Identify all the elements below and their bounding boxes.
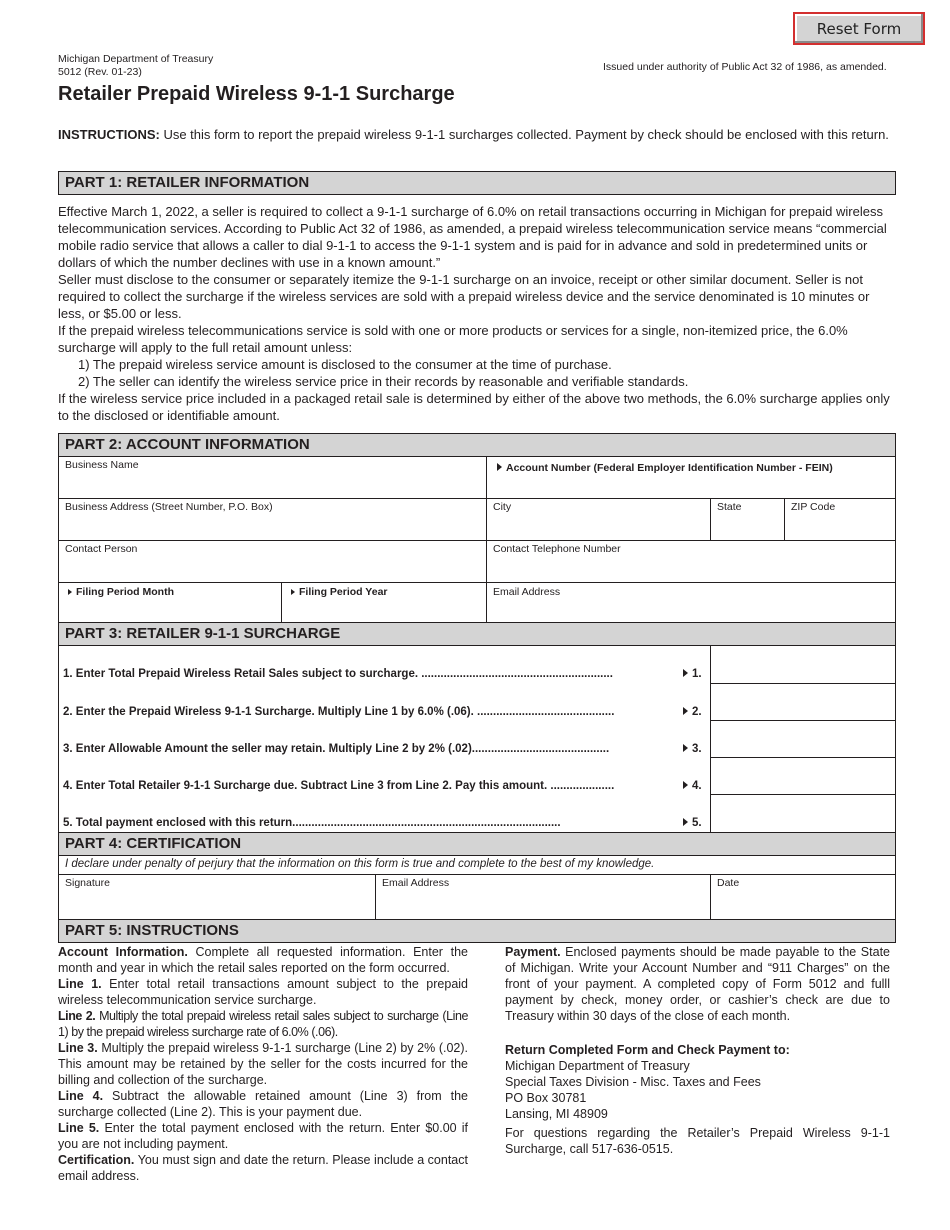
account-number-field[interactable] — [486, 456, 896, 499]
instr-payment: Payment. Enclosed payments should be made payable to the State of Michigan. Write your Account Number and “911 Charges” on the front of your payment. A completed copy of Form 5012 and fulll payment by check, money order, or cashier’s check are due to Treasury within 30 days of the close of each month. — [505, 945, 890, 1023]
line-5-text: 5. Total payment enclosed with this return.................................................................................... — [63, 817, 561, 829]
filing-year-label: Filing Period Year — [299, 586, 388, 598]
arrow-icon — [683, 818, 688, 826]
line-3-amount[interactable] — [710, 720, 896, 758]
instructions-text: Use this form to report the prepaid wireless 9-1-1 surcharges collected. Payment by check should be enclosed with this return. — [159, 127, 889, 142]
signature-field[interactable] — [58, 874, 376, 920]
line-4-number: 4. — [692, 780, 702, 792]
instr-certification: Certification. You must sign and date the return. Please include a contact email address. — [58, 1153, 468, 1183]
zip-field[interactable] — [784, 498, 896, 541]
filing-month-field[interactable] — [58, 582, 282, 623]
arrow-icon — [683, 707, 688, 715]
instr-line-4: Line 4. Subtract the allowable retained amount (Line 3) from the surcharge collected (Line 2). This is your payment due. — [58, 1089, 468, 1119]
line-1-amount[interactable] — [710, 645, 896, 684]
arrow-icon — [683, 669, 688, 677]
instr-line-3: Line 3. Multiply the prepaid wireless 9-1-1 surcharge (Line 2) by 2% (.02). This amount may be retained by the seller for the costs incurred for the billing and collection of the surcharge. — [58, 1041, 468, 1087]
questions-note: For questions regarding the Retailer’s Prepaid Wireless 9-1-1 Surcharge, call 517-636-0515. — [505, 1126, 890, 1156]
address-line-2: Special Taxes Division - Misc. Taxes and Fees — [505, 1075, 761, 1089]
state-label: State — [717, 501, 742, 513]
authority-note: Issued under authority of Public Act 32 of 1986, as amended. — [603, 61, 887, 73]
certification-email-label: Email Address — [382, 877, 450, 889]
line-3-number: 3. — [692, 743, 702, 755]
email-address-field[interactable] — [486, 582, 896, 623]
city-label: City — [493, 501, 512, 513]
arrow-icon — [683, 781, 688, 789]
date-field[interactable] — [710, 874, 896, 920]
line-2-amount[interactable] — [710, 683, 896, 721]
part4-heading: PART 4: CERTIFICATION — [58, 832, 896, 856]
address-line-1: Michigan Department of Treasury — [505, 1059, 690, 1073]
line-5-number: 5. — [692, 817, 702, 829]
filing-month-label: Filing Period Month — [76, 586, 174, 598]
address-line-4: Lansing, MI 48909 — [505, 1107, 608, 1121]
arrow-icon — [497, 463, 502, 471]
declaration-row — [58, 855, 896, 875]
line-4-text: 4. Enter Total Retailer 9-1-1 Surcharge due. Subtract Line 3 from Line 2. Pay this amount. .................... — [63, 780, 615, 792]
contact-phone-field[interactable] — [486, 540, 896, 583]
part1-item-2: 2) The seller can identify the wireless service price in their records by reasonable and verifiable standards. — [78, 374, 689, 389]
business-address-label: Business Address (Street Number, P.O. Box) — [65, 501, 273, 513]
signature-label: Signature — [65, 877, 110, 889]
line-2-number: 2. — [692, 706, 702, 718]
form-number: 5012 (Rev. 01-23) — [58, 66, 142, 78]
line-4-amount[interactable] — [710, 757, 896, 795]
part1-paragraph-3: If the prepaid wireless telecommunications service is sold with one or more products or services for a single, non-itemized price, the 6.0% surcharge will apply to the full retail amount unless: — [58, 323, 848, 355]
part2-heading: PART 2: ACCOUNT INFORMATION — [58, 433, 896, 457]
part1-paragraph-1: Effective March 1, 2022, a seller is required to collect a 9-1-1 surcharge of 6.0% on retail transactions occurring in Michigan for prepaid wireless telecommunication services. According to Public Act 32 of 1986, as amended, a prepaid wireless telecommunication service means “commercial mobile radio service that allows a caller to dial 9-1-1 to access the 9-1-1 system and is paid for in advance and sold in predetermined units or dollars of which the number declines with use in a known amount.” — [58, 204, 887, 270]
line-2-text: 2. Enter the Prepaid Wireless 9-1-1 Surcharge. Multiply Line 1 by 6.0% (.06). ........................................... — [63, 706, 615, 718]
part5-right-column — [505, 944, 890, 1157]
instructions — [58, 126, 896, 143]
reset-form-button[interactable]: Reset Form — [793, 12, 925, 45]
date-label: Date — [717, 877, 740, 889]
contact-phone-label: Contact Telephone Number — [493, 543, 621, 555]
part5-heading: PART 5: INSTRUCTIONS — [58, 919, 896, 943]
address-line-3: PO Box 30781 — [505, 1091, 587, 1105]
part1-item-1: 1) The prepaid wireless service amount is disclosed to the consumer at the time of purchase. — [78, 357, 612, 372]
arrow-icon — [683, 744, 688, 752]
part1-heading: PART 1: RETAILER INFORMATION — [58, 171, 896, 195]
business-address-field[interactable] — [58, 498, 487, 541]
instr-line-5: Line 5. Enter the total payment enclosed with the return. Enter $0.00 if you are not including payment. — [58, 1121, 469, 1151]
part3-heading: PART 3: RETAILER 9-1-1 SURCHARGE — [58, 622, 896, 646]
city-field[interactable] — [486, 498, 711, 541]
line-3-text: 3. Enter Allowable Amount the seller may retain. Multiply Line 2 by 2% (.02)........................................... — [63, 743, 610, 755]
state-field[interactable] — [710, 498, 785, 541]
agency-name: Michigan Department of Treasury — [58, 53, 214, 65]
contact-person-field[interactable] — [58, 540, 487, 583]
business-name-label: Business Name — [65, 459, 139, 471]
part1-body — [58, 203, 898, 424]
part1-paragraph-2: Seller must disclose to the consumer or separately itemize the 9-1-1 surcharge on an invoice, receipt or other similar document. Seller is not required to collect the surcharge if the wireless services are sold with a prepaid wireless device and the service denominated is 10 minutes or less, or $5.00 or less. — [58, 272, 870, 321]
line-1-number: 1. — [692, 668, 702, 680]
account-number-label: Account Number (Federal Employer Identification Number - FEIN) — [506, 462, 833, 474]
instr-account-info: Account Information. Complete all requested information. Enter the month and year in which the retail sales reported on the form occurred. — [58, 945, 468, 975]
return-heading: Return Completed Form and Check Payment to: — [505, 1043, 790, 1057]
part5-left-column — [58, 944, 468, 1184]
email-address-label: Email Address — [493, 586, 561, 598]
instr-line-2: Line 2. Multiply the total prepaid wireless retail sales subject to surcharge (Line 1) by the prepaid wireless surcharge rate of 6.0% (.06). — [58, 1009, 468, 1039]
certification-email-field[interactable] — [375, 874, 711, 920]
arrow-icon — [68, 589, 72, 595]
arrow-icon — [291, 589, 295, 595]
declaration-text: I declare under penalty of perjury that the information on this form is true and complete to the best of my knowledge. — [65, 858, 655, 870]
line-5-amount[interactable] — [710, 794, 896, 833]
part1-paragraph-4: If the wireless service price included in a packaged retail sale is determined by either of the above two methods, the 6.0% surcharge applies only to the disclosed or identifiable amount. — [58, 391, 890, 423]
instructions-label: INSTRUCTIONS: — [58, 127, 160, 142]
filing-year-field[interactable] — [281, 582, 487, 623]
contact-person-label: Contact Person — [65, 543, 138, 555]
page-title: Retailer Prepaid Wireless 9-1-1 Surcharge — [58, 83, 455, 105]
instr-line-1: Line 1. Enter total retail transactions amount subject to the prepaid wireless telecommunication service surcharge. — [58, 977, 468, 1007]
zip-label: ZIP Code — [791, 501, 836, 513]
line-1-text: 1. Enter Total Prepaid Wireless Retail Sales subject to surcharge. ............................................................ — [63, 668, 613, 680]
business-name-field[interactable] — [58, 456, 487, 499]
